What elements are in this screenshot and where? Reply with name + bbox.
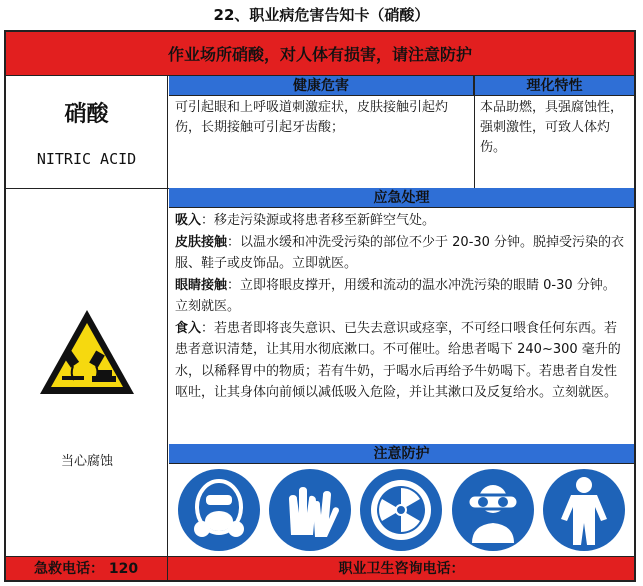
physchem-heading: 理化特性 [475, 76, 634, 96]
physchem-text: 本品助燃，具强腐蚀性，强刺激性，可致人体灼伤。 [480, 100, 624, 155]
bottom-banner [6, 556, 634, 580]
emergency-item: 吸入：移走污染源或将患者移至新鲜空气处。 [175, 213, 436, 228]
health-hazard-heading: 健康危害 [169, 76, 474, 96]
corrosive-warning-icon [36, 306, 138, 398]
substance-name-cell [6, 76, 168, 188]
emergency-item: 食入：若患者即将丧失意识、已失去意识或痉挛，不可经口喂食任何东西。若患者意识清楚，让其用水彻底漱口。不可催吐。给患者喝下 240~300 毫升的水，以稀释胃中的物质；若有牛奶，于喝水后再给予牛奶喝下。若患者自发性呕吐，让其身体向前倾以减低吸入危险，并让其漱口及反复给水。立刻就医。 [175, 320, 621, 400]
protective-suit-icon [543, 469, 625, 551]
emergency-item: 皮肤接触：以温水缓和冲洗受污染的部位不少于 20-30 分钟。脱掉受污染的衣服、鞋子或皮饰品。立即就医。 [175, 234, 625, 271]
warning-label: 当心腐蚀 [60, 454, 113, 469]
top-warning-banner: 作业场所硝酸，对人体有损害，请注意防护 [6, 32, 634, 76]
health-hazard-text: 可引起眼和上呼吸道刺激症状，皮肤接触引起灼伤，长期接触可引起牙齿酸； [175, 100, 449, 135]
emergency-instructions [169, 208, 634, 406]
hazard-notice-card [4, 30, 636, 582]
ventilation-icon [360, 469, 442, 551]
consult-phone: 职业卫生咨询电话： [338, 561, 465, 577]
emergency-phone: 急救电话： 120 [6, 557, 168, 581]
substance-name-cn: 硝酸 [64, 101, 109, 127]
emergency-heading: 应急处理 [169, 188, 634, 208]
column-divider [474, 76, 475, 188]
protection-heading: 注意防护 [169, 444, 634, 464]
respirator-icon [178, 469, 260, 551]
goggles-icon [452, 469, 534, 551]
gloves-icon [269, 469, 351, 551]
page-title: 22、职业病危害告知卡（硝酸） [213, 6, 430, 24]
warning-cell [6, 188, 168, 556]
emergency-item: 眼睛接触：立即将眼皮撑开，用缓和流动的温水冲洗污染的眼睛 0-30 分钟。立刻就医。 [175, 277, 616, 314]
substance-name-en: NITRIC ACID [36, 149, 137, 168]
protection-icons [169, 464, 634, 556]
